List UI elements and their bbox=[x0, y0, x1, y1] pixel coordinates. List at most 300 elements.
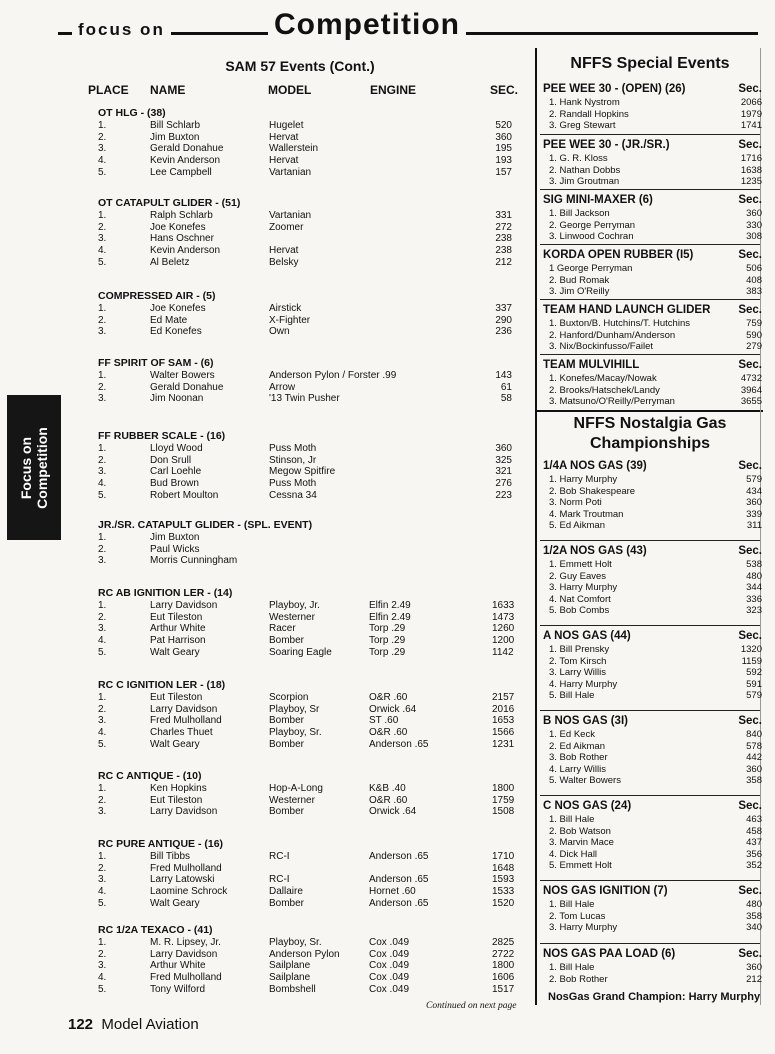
result-sec: 1979 bbox=[740, 108, 762, 120]
result-name: 2. Bob Shakespeare bbox=[549, 485, 636, 497]
name-cell: Larry Davidson bbox=[150, 703, 218, 715]
name-cell: Jim Buxton bbox=[150, 131, 200, 143]
result-row bbox=[0, 497, 770, 509]
result-sec: 759 bbox=[746, 318, 762, 329]
name-cell: Arthur White bbox=[150, 623, 206, 635]
result-name: 2. Tom Kirsch bbox=[549, 655, 607, 667]
result-name: 5. Bob Combs bbox=[549, 605, 610, 617]
sec-cell: 1142 bbox=[492, 646, 514, 658]
name-cell: Ralph Schlarb bbox=[150, 210, 213, 221]
result-name: 3. Matsuno/O'Reilly/Perryman bbox=[549, 396, 675, 408]
section-separator bbox=[540, 299, 760, 300]
place-cell: 4. bbox=[98, 245, 107, 257]
name-cell: Jim Buxton bbox=[150, 532, 200, 543]
result-name: 4. Larry Willis bbox=[549, 763, 607, 775]
model-cell: Anderson Pylon bbox=[269, 948, 340, 960]
col-header-model: MODEL bbox=[268, 83, 312, 97]
sec-cell: 1508 bbox=[492, 806, 515, 818]
result-name: 1. G. R. Kloss bbox=[549, 153, 608, 164]
sec-label: Sec. bbox=[738, 545, 762, 557]
result-sec: 1320 bbox=[740, 644, 762, 655]
magazine-name: Model Aviation bbox=[101, 1016, 199, 1033]
result-row bbox=[0, 962, 770, 974]
result-row bbox=[0, 594, 770, 606]
section-title: OT HLG - (38) bbox=[98, 107, 166, 119]
engine-cell: Torp .29 bbox=[369, 646, 406, 658]
event-title: C NOS GAS (24) bbox=[543, 800, 632, 812]
name-cell: Walt Geary bbox=[150, 738, 200, 750]
result-sec: 358 bbox=[746, 775, 762, 787]
sec-label: Sec. bbox=[738, 83, 762, 95]
place-cell: 3. bbox=[98, 466, 107, 478]
engine-cell: O&R .60 bbox=[369, 794, 408, 806]
place-cell: 1. bbox=[98, 120, 107, 131]
result-name: 2. George Perryman bbox=[549, 219, 636, 231]
model-cell: Playboy, Sr. bbox=[269, 937, 322, 948]
place-cell: 3. bbox=[98, 555, 107, 567]
result-sec: 4732 bbox=[740, 373, 762, 384]
result-name: 1. Bill Jackson bbox=[549, 208, 610, 219]
result-sec: 323 bbox=[746, 605, 762, 617]
name-cell: Walt Geary bbox=[150, 646, 200, 658]
table-row bbox=[0, 886, 535, 898]
name-cell: Ed Mate bbox=[150, 314, 188, 326]
model-cell: Zoomer bbox=[269, 221, 304, 233]
name-cell: Paul Wicks bbox=[150, 543, 200, 555]
section-title: FF RUBBER SCALE - (16) bbox=[98, 430, 226, 442]
result-sec: 591 bbox=[746, 678, 762, 690]
result-name: 3. Harry Murphy bbox=[549, 922, 618, 934]
name-cell: Lloyd Wood bbox=[150, 443, 203, 454]
engine-cell: O&R .60 bbox=[369, 727, 408, 739]
sec-cell: 238 bbox=[495, 233, 512, 245]
sec-cell: 1606 bbox=[492, 972, 515, 984]
result-name: 3. Norm Poti bbox=[549, 497, 602, 509]
name-cell: Larry Davidson bbox=[150, 600, 218, 611]
result-row bbox=[0, 474, 770, 486]
engine-cell: K&B .40 bbox=[369, 783, 406, 794]
place-cell: 5. bbox=[98, 897, 107, 909]
model-cell: Bomber bbox=[269, 738, 305, 750]
event-title: PEE WEE 30 - (JR./SR.) bbox=[543, 139, 670, 151]
result-sec: 360 bbox=[746, 208, 762, 219]
result-sec: 1159 bbox=[741, 655, 762, 667]
event-title: NOS GAS PAA LOAD (6) bbox=[543, 948, 676, 960]
place-cell: 4. bbox=[98, 478, 107, 490]
result-sec: 579 bbox=[746, 474, 762, 485]
name-cell: Bud Brown bbox=[150, 478, 199, 490]
section-separator bbox=[540, 880, 760, 881]
result-name: 5. Emmett Holt bbox=[549, 860, 612, 872]
model-cell: Own bbox=[269, 326, 290, 338]
sec-cell: 321 bbox=[495, 466, 512, 478]
result-name: 3. Greg Stewart bbox=[549, 120, 616, 132]
result-row bbox=[0, 220, 770, 232]
grand-champion: NosGas Grand Champion: Harry Murphy bbox=[548, 991, 761, 1003]
sec-cell: 272 bbox=[495, 221, 512, 233]
result-row bbox=[0, 752, 770, 764]
event-title: NOS GAS IGNITION (7) bbox=[543, 885, 668, 897]
result-row bbox=[0, 373, 770, 385]
sec-label: Sec. bbox=[738, 630, 762, 642]
place-cell: 5. bbox=[98, 738, 107, 750]
model-cell: Hervat bbox=[269, 155, 299, 167]
place-cell: 2. bbox=[98, 381, 107, 393]
place-cell: 1. bbox=[98, 937, 107, 948]
result-row bbox=[0, 318, 770, 330]
result-sec: 3655 bbox=[740, 396, 762, 408]
model-cell: Scorpion bbox=[269, 692, 309, 703]
model-cell: Stinson, Jr bbox=[269, 454, 317, 466]
result-sec: 212 bbox=[746, 973, 762, 985]
result-name: 1. Konefes/Macay/Nowak bbox=[549, 373, 657, 384]
section-title: OT CATAPULT GLIDER - (51) bbox=[98, 197, 241, 209]
model-cell: Bomber bbox=[269, 715, 305, 727]
result-row bbox=[0, 860, 770, 872]
result-row bbox=[0, 837, 770, 849]
place-cell: 2. bbox=[98, 221, 107, 233]
place-cell: 2. bbox=[98, 862, 107, 874]
nostalgia-title-1: NFFS Nostalgia Gas bbox=[573, 415, 727, 432]
section-title: RC C IGNITION LER - (18) bbox=[98, 679, 226, 691]
table-row bbox=[0, 544, 535, 556]
model-cell: Bomber bbox=[269, 635, 305, 647]
model-cell: Hervat bbox=[269, 245, 299, 257]
right-section-divider bbox=[537, 410, 763, 412]
sec-cell: 2016 bbox=[492, 703, 515, 715]
table-row bbox=[0, 443, 535, 455]
sec-cell: 360 bbox=[495, 443, 512, 454]
result-sec: 344 bbox=[746, 582, 762, 594]
result-row bbox=[0, 911, 770, 923]
place-cell: 3. bbox=[98, 233, 107, 245]
sec-cell: 2157 bbox=[492, 692, 515, 703]
name-cell: Eut Tileston bbox=[150, 692, 203, 703]
model-cell: Playboy, Sr bbox=[269, 703, 320, 715]
result-sec: 1716 bbox=[740, 153, 762, 164]
sec-label: Sec. bbox=[738, 885, 762, 897]
result-row bbox=[0, 286, 770, 298]
section-separator bbox=[540, 354, 760, 355]
result-name: 4. Harry Murphy bbox=[549, 678, 618, 690]
model-cell: Vartanian bbox=[269, 210, 312, 221]
result-name: 3. Nix/Bockinfusso/Failet bbox=[549, 341, 654, 353]
result-name: 2. Tom Lucas bbox=[549, 910, 606, 922]
model-cell: Airstick bbox=[269, 303, 302, 314]
result-row bbox=[0, 559, 770, 571]
sec-label: Sec. bbox=[738, 139, 762, 151]
result-sec: 383 bbox=[746, 286, 762, 298]
place-cell: 2. bbox=[98, 543, 107, 555]
place-cell: 3. bbox=[98, 393, 107, 405]
sec-cell: 212 bbox=[495, 256, 512, 268]
place-cell: 2. bbox=[98, 794, 107, 806]
result-row bbox=[0, 486, 770, 498]
table-row bbox=[0, 704, 535, 716]
model-cell: '13 Twin Pusher bbox=[269, 393, 340, 405]
result-name: 3. Jim O'Reilly bbox=[549, 286, 610, 298]
sec-cell: 1800 bbox=[492, 783, 515, 794]
event-title: PEE WEE 30 - (OPEN) (26) bbox=[543, 83, 686, 95]
result-row bbox=[0, 667, 770, 679]
result-name: 5. Ed Aikman bbox=[549, 520, 605, 532]
result-sec: 360 bbox=[746, 763, 762, 775]
section-title: RC AB IGNITION LER - (14) bbox=[98, 587, 233, 599]
side-tab-line2: Competition bbox=[34, 426, 50, 509]
result-row bbox=[0, 176, 770, 188]
event-title: A NOS GAS (44) bbox=[543, 630, 631, 642]
name-cell: Carl Loehle bbox=[150, 466, 202, 478]
result-sec: 480 bbox=[746, 570, 762, 582]
place-cell: 3. bbox=[98, 326, 107, 338]
sec-cell: 157 bbox=[495, 166, 512, 178]
name-cell: Kevin Anderson bbox=[150, 245, 221, 257]
event-title: KORDA OPEN RUBBER (I5) bbox=[543, 249, 694, 261]
model-cell: Bomber bbox=[269, 897, 305, 909]
place-cell: 4. bbox=[98, 727, 107, 739]
model-cell: Arrow bbox=[269, 381, 296, 393]
result-name: 4. Nat Comfort bbox=[549, 593, 611, 605]
model-cell: RC-I bbox=[269, 851, 290, 862]
model-cell: Puss Moth bbox=[269, 443, 317, 454]
result-name: 1. Bill Prensky bbox=[549, 644, 610, 655]
result-row bbox=[0, 330, 770, 342]
name-cell: Fred Mulholland bbox=[150, 972, 222, 984]
result-sec: 578 bbox=[746, 740, 762, 752]
result-name: 1. Harry Murphy bbox=[549, 474, 618, 485]
place-cell: 3. bbox=[98, 623, 107, 635]
engine-cell: Cox .049 bbox=[369, 972, 410, 984]
sec-cell: 325 bbox=[495, 454, 512, 466]
engine-cell: O&R .60 bbox=[369, 692, 408, 703]
result-row bbox=[0, 826, 770, 838]
model-cell: Megow Spitfire bbox=[269, 466, 336, 478]
name-cell: Ed Konefes bbox=[150, 326, 202, 338]
section-separator bbox=[540, 710, 760, 711]
engine-cell: ST .60 bbox=[369, 715, 399, 727]
sec-cell: 331 bbox=[495, 210, 512, 221]
result-name: 2. Hanford/Dunham/Anderson bbox=[549, 329, 676, 341]
section-separator bbox=[540, 244, 760, 245]
result-row bbox=[0, 849, 770, 861]
place-cell: 2. bbox=[98, 314, 107, 326]
result-row bbox=[0, 231, 770, 243]
name-cell: Charles Thuet bbox=[150, 727, 213, 739]
section-title: RC C ANTIQUE - (10) bbox=[98, 770, 202, 782]
result-name: 1. Buxton/B. Hutchins/T. Hutchins bbox=[549, 318, 690, 329]
place-cell: 4. bbox=[98, 155, 107, 167]
place-cell: 3. bbox=[98, 715, 107, 727]
name-cell: Hans Oschner bbox=[150, 233, 214, 245]
model-cell: Racer bbox=[269, 623, 296, 635]
name-cell: Fred Mulholland bbox=[150, 862, 222, 874]
sec-label: Sec. bbox=[738, 249, 762, 261]
engine-cell: Elfin 2.49 bbox=[369, 611, 411, 623]
result-sec: 408 bbox=[746, 274, 762, 286]
result-row bbox=[0, 509, 770, 521]
result-name: 3. Marvin Mace bbox=[549, 837, 614, 849]
name-cell: Gerald Donahue bbox=[150, 381, 224, 393]
name-cell: Don Srull bbox=[150, 454, 192, 466]
section-title: FF SPIRIT OF SAM - (6) bbox=[98, 357, 214, 369]
result-sec: 1638 bbox=[740, 164, 762, 176]
result-row bbox=[0, 922, 770, 934]
model-cell: Playboy, Sr. bbox=[269, 727, 322, 739]
result-sec: 279 bbox=[746, 341, 762, 353]
engine-cell: Hornet .60 bbox=[369, 886, 416, 898]
sec-cell: 1520 bbox=[492, 897, 515, 909]
result-row bbox=[0, 764, 770, 776]
section-title: RC 1/2A TEXACO - (41) bbox=[98, 924, 213, 936]
sec-cell: 1231 bbox=[492, 738, 515, 750]
result-row bbox=[0, 605, 770, 617]
place-cell: 5. bbox=[98, 256, 107, 268]
sec-cell: 1517 bbox=[492, 983, 515, 995]
col-header-place: PLACE bbox=[88, 83, 129, 97]
name-cell: Arthur White bbox=[150, 960, 206, 972]
result-sec: 506 bbox=[746, 263, 762, 274]
result-name: 4. Mark Troutman bbox=[549, 508, 624, 520]
result-row bbox=[0, 644, 770, 656]
result-name: 1. Bill Hale bbox=[549, 814, 595, 825]
place-cell: 1. bbox=[98, 210, 107, 221]
model-cell: Westerner bbox=[269, 611, 315, 623]
place-cell: 3. bbox=[98, 874, 107, 886]
table-row bbox=[0, 623, 535, 635]
sec-cell: 238 bbox=[495, 245, 512, 257]
sec-cell: 236 bbox=[495, 326, 512, 338]
event-title: 1/4A NOS GAS (39) bbox=[543, 460, 647, 472]
result-row bbox=[0, 385, 770, 397]
result-sec: 458 bbox=[746, 825, 762, 837]
sec-label: Sec. bbox=[738, 800, 762, 812]
name-cell: Larry Davidson bbox=[150, 948, 218, 960]
result-row bbox=[0, 899, 770, 911]
sec-cell: 1653 bbox=[492, 715, 515, 727]
name-cell: Walter Bowers bbox=[150, 370, 215, 381]
model-cell: Westerner bbox=[269, 794, 315, 806]
result-sec: 358 bbox=[746, 910, 762, 922]
result-row bbox=[0, 679, 770, 691]
result-name: 2. Ed Aikman bbox=[549, 740, 605, 752]
model-cell: Soaring Eagle bbox=[269, 646, 332, 658]
result-sec: 352 bbox=[746, 860, 762, 872]
sec-cell: 143 bbox=[495, 370, 512, 381]
section-separator bbox=[540, 189, 760, 190]
sec-cell: 61 bbox=[500, 381, 512, 393]
col-header-sec: SEC. bbox=[490, 83, 519, 97]
name-cell: Bill Tibbs bbox=[150, 851, 191, 862]
place-cell: 2. bbox=[98, 948, 107, 960]
model-cell: Puss Moth bbox=[269, 478, 317, 490]
engine-cell: Anderson .65 bbox=[369, 897, 429, 909]
place-cell: 5. bbox=[98, 983, 107, 995]
name-cell: Joe Konefes bbox=[150, 221, 206, 233]
engine-cell: Elfin 2.49 bbox=[369, 600, 411, 611]
result-name: 1. Bill Hale bbox=[549, 899, 595, 910]
name-cell: Kevin Anderson bbox=[150, 155, 221, 167]
model-cell: Cessna 34 bbox=[269, 489, 317, 501]
result-name: 1. Ed Keck bbox=[549, 729, 595, 740]
result-row bbox=[0, 690, 770, 702]
event-title: TEAM HAND LAUNCH GLIDER bbox=[543, 304, 711, 316]
result-name: 3. Linwood Cochran bbox=[549, 231, 634, 243]
result-sec: 336 bbox=[746, 593, 762, 605]
result-sec: 1235 bbox=[740, 176, 762, 188]
event-title: 1/2A NOS GAS (43) bbox=[543, 545, 647, 557]
place-cell: 5. bbox=[98, 646, 107, 658]
result-sec: 360 bbox=[746, 962, 762, 973]
result-name: 1 George Perryman bbox=[549, 263, 633, 274]
sec-cell: 2825 bbox=[492, 937, 515, 948]
sec-cell: 1533 bbox=[492, 886, 515, 898]
result-sec: 579 bbox=[746, 690, 762, 702]
name-cell: Laomine Schrock bbox=[150, 886, 228, 898]
col-header-name: NAME bbox=[150, 83, 186, 97]
continued-note: Continued on next page bbox=[426, 1001, 517, 1011]
result-name: 2. Bud Romak bbox=[549, 274, 610, 286]
engine-cell: Orwick .64 bbox=[369, 806, 417, 818]
result-sec: 590 bbox=[746, 329, 762, 341]
table-row bbox=[0, 795, 535, 807]
result-name: 5. Bill Hale bbox=[549, 690, 595, 702]
engine-cell: Cox .049 bbox=[369, 948, 410, 960]
name-cell: Ken Hopkins bbox=[150, 783, 207, 794]
result-row bbox=[0, 263, 770, 275]
result-name: 1. Bill Hale bbox=[549, 962, 595, 973]
sec-cell: 2722 bbox=[492, 948, 515, 960]
place-cell: 3. bbox=[98, 806, 107, 818]
table-row bbox=[0, 937, 535, 949]
engine-cell: Cox .049 bbox=[369, 983, 410, 995]
sec-cell: 360 bbox=[495, 131, 512, 143]
result-name: 2. Nathan Dobbs bbox=[549, 164, 621, 176]
header-focus-on: focus on bbox=[72, 20, 171, 40]
result-name: 1. Hank Nystrom bbox=[549, 97, 620, 108]
result-sec: 1741 bbox=[740, 120, 762, 132]
result-sec: 311 bbox=[746, 520, 762, 532]
result-sec: 437 bbox=[746, 837, 762, 849]
name-cell: Walt Geary bbox=[150, 897, 200, 909]
result-name: 2. Randall Hopkins bbox=[549, 108, 629, 120]
result-name: 3. Harry Murphy bbox=[549, 582, 618, 594]
model-cell: Bomber bbox=[269, 806, 305, 818]
engine-cell: Anderson .65 bbox=[369, 851, 429, 862]
sec-cell: 1633 bbox=[492, 600, 515, 611]
result-sec: 592 bbox=[746, 667, 762, 679]
table-row bbox=[0, 949, 535, 961]
place-cell: 2. bbox=[98, 703, 107, 715]
result-row bbox=[0, 120, 770, 132]
result-sec: 356 bbox=[746, 848, 762, 860]
result-name: 3. Jim Groutman bbox=[549, 176, 620, 188]
sec-cell: 1566 bbox=[492, 727, 515, 739]
section-title: RC PURE ANTIQUE - (16) bbox=[98, 838, 224, 850]
result-name: 4. Dick Hall bbox=[549, 848, 598, 860]
result-row bbox=[0, 582, 770, 594]
sec-label: Sec. bbox=[738, 359, 762, 371]
place-cell: 1. bbox=[98, 443, 107, 454]
result-row bbox=[0, 208, 770, 220]
place-cell: 5. bbox=[98, 166, 107, 178]
result-row bbox=[0, 520, 770, 532]
result-name: 5. Walter Bowers bbox=[549, 775, 621, 787]
nostalgia-title-2: Championships bbox=[589, 435, 710, 452]
engine-cell: Cox .049 bbox=[369, 960, 410, 972]
name-cell: Eut Tileston bbox=[150, 794, 203, 806]
result-row bbox=[0, 165, 770, 177]
name-cell: Joe Konefes bbox=[150, 303, 206, 314]
